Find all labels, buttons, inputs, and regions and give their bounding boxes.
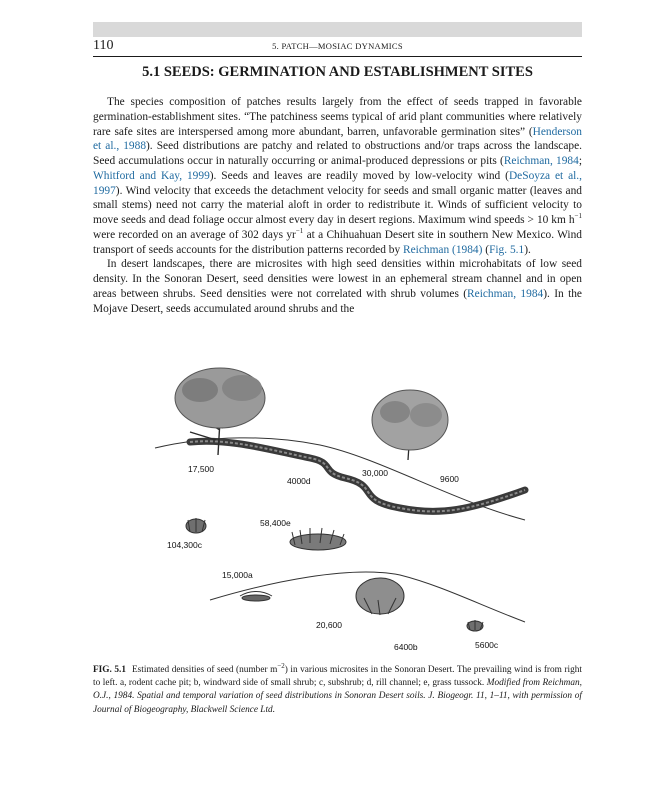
page-number: 110: [93, 38, 114, 53]
figure-label: 15,000a: [222, 570, 253, 580]
figure-5-1: [150, 360, 530, 660]
caption-source: Modified from Reichman, O.J., 1984. Spatial and temporal variation of seed distributions in Sonoran Desert soils. J. Biogeogr. 11, 1–11, with permission of Journal of Biogeography, Blackwell Science Ltd.: [93, 678, 583, 715]
text-run: ;: [578, 155, 582, 167]
landscape-illustration: [150, 360, 530, 660]
figure-label: 17,500: [188, 464, 214, 474]
text-run: were recorded on an average of 302 days yr: [93, 228, 296, 241]
citation-link[interactable]: DeSoyza et al., 1997: [93, 169, 583, 197]
running-title: 5. PATCH—MOSIAC DYNAMICS: [272, 41, 403, 51]
figure-caption: [93, 661, 583, 717]
header-bar: [93, 22, 582, 37]
citation-link[interactable]: Reichman (1984): [403, 243, 483, 256]
text-run: ). Wind velocity that exceeds the detachment velocity for seeds and small organic matter (leaves and small stems) need not carry the material aloft in order to redistribute it. Winds of sufficient velocity to move seeds and dead foliage occur almost every day in desert regions. Maximum wind speeds > 10 km h: [93, 184, 582, 226]
section-title: [93, 64, 582, 81]
figure-number: FIG. 5.1: [93, 665, 126, 675]
subshrub-left: [186, 518, 206, 533]
text-run: ). In the Mojave Desert, seeds accumulated around shrubs and the: [93, 287, 582, 315]
text-run: ). Seed distributions are patchy and related to obstructions and/or traps across the landscape. Seed accumulations occur in naturally occurring or animal-produced depressions or pits (: [93, 140, 582, 167]
figure-label: 4000d: [287, 476, 311, 486]
superscript: −1: [574, 212, 582, 221]
figure-link[interactable]: Fig. 5.1: [489, 243, 525, 256]
grass-tussock: [290, 528, 346, 550]
text-run: The species composition of patches results largely from the effect of seeds trapped in favorable germination-establishment sites. “The patchiness seems typical of arid plant communities where relatively rare safe sites are interspersed among more abundant, barren, unfavorable germination sites” (: [93, 96, 582, 138]
caption-text: ) in various microsites in the Sonoran Desert. The prevailing wind is from right to left. a, rodent cache pit; b, windward side of small shrub; c, subshrub; d, rill channel; e, grass tussock.: [93, 665, 582, 689]
rill-channel-inner: [190, 441, 525, 511]
figure-label: 6400b: [394, 642, 418, 652]
figure-label: 5600c: [475, 640, 499, 650]
figure-label: 9600: [440, 474, 459, 484]
figure-label: 30,000: [362, 468, 388, 478]
text-run: ).: [524, 243, 531, 256]
rill-channel: [190, 441, 525, 511]
text-run: ). Seeds and leaves are readily moved by low-velocity wind (: [209, 169, 509, 182]
citation-link[interactable]: Reichman, 1984: [503, 155, 579, 167]
superscript: −2: [277, 661, 285, 670]
running-header: [93, 38, 582, 57]
section-title-text: 5.1 SEEDS: GERMINATION AND ESTABLISHMENT SITES: [142, 64, 533, 80]
body-text: [93, 95, 582, 316]
text-run: at a Chihuahuan Desert site in southern New Mexico. Wind transport of seeds accounts for the distribution patterns recorded by: [93, 228, 582, 256]
caption-text: Estimated densities of seed (number m: [132, 665, 278, 675]
figure-label: 20,600: [316, 620, 342, 630]
paragraph-2: [93, 257, 582, 316]
text-run: In desert landscapes, there are microsites with high seed densities within microhabitats of low seed density. In the Sonoran Desert, seed densities were lowest in an ephemeral stream channel and in open areas between shrubs. Seed densities were not correlated with shrub volumes (: [93, 258, 582, 300]
superscript: −1: [295, 226, 304, 235]
small-shrub: [356, 578, 404, 615]
cache-pit: [240, 592, 272, 602]
citation-link[interactable]: Whitford and Kay, 1999: [93, 169, 210, 182]
citation-link[interactable]: Henderson et al., 1988: [93, 125, 582, 153]
figure-label: 58,400e: [260, 518, 291, 528]
citation-link[interactable]: Reichman, 1984: [467, 287, 544, 300]
text-run: (: [482, 243, 490, 256]
paragraph-1: [93, 95, 582, 257]
figure-label: 104,300c: [167, 540, 202, 550]
tree-right: [372, 390, 448, 460]
subshrub-right: [467, 620, 483, 631]
